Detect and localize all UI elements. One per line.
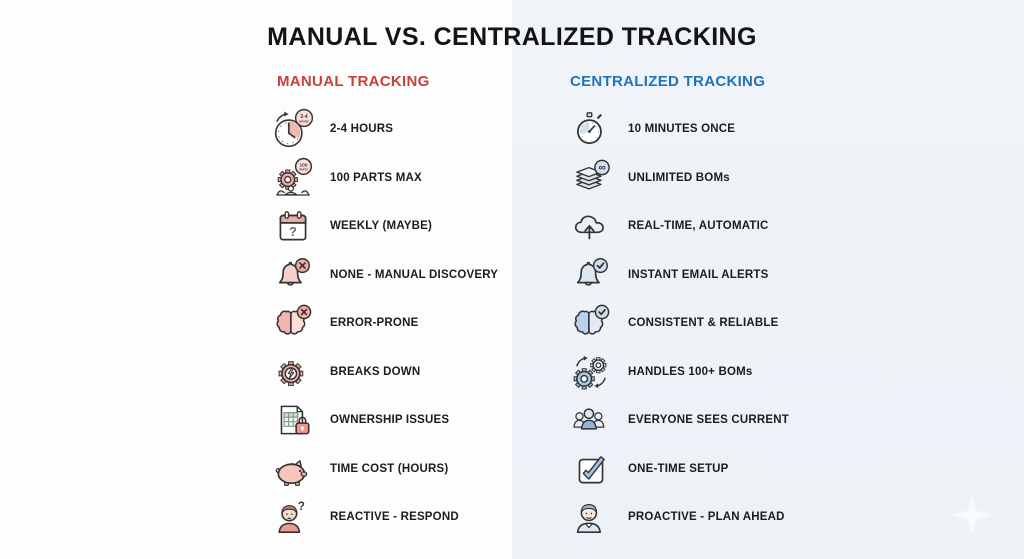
clock-duration-icon	[270, 107, 316, 151]
centralized-column-header: CENTRALIZED TRACKING	[570, 73, 766, 90]
svg-text:?: ?	[297, 501, 305, 514]
list-item	[270, 154, 522, 203]
sparkle-watermark-icon	[950, 493, 994, 542]
broken-gear-icon	[270, 350, 316, 394]
svg-text:PARTS: PARTS	[299, 168, 308, 172]
item-label: TIME COST (HOURS)	[330, 462, 449, 475]
list-item	[568, 396, 820, 445]
item-label: 100 PARTS MAX	[330, 171, 422, 184]
item-label: 2-4 HOURS	[330, 123, 394, 136]
list-item	[568, 493, 820, 542]
centralized-column	[568, 73, 820, 542]
stopwatch-icon	[568, 107, 614, 151]
list-item	[568, 348, 820, 397]
list-item	[270, 299, 522, 348]
page-title: MANUAL VS. CENTRALIZED TRACKING	[267, 23, 757, 51]
checkbox-check-icon	[568, 447, 614, 491]
gears-cycle-icon	[568, 350, 614, 394]
manual-rows	[270, 105, 522, 542]
item-label: REACTIVE - RESPOND	[330, 511, 459, 524]
item-label: ONE-TIME SETUP	[628, 462, 729, 475]
calendar-question-icon	[270, 204, 316, 248]
person-confident-icon	[568, 495, 614, 539]
list-item	[568, 105, 820, 154]
person-question-icon	[270, 495, 316, 539]
list-item	[568, 299, 820, 348]
list-item	[270, 348, 522, 397]
svg-text:∞: ∞	[598, 162, 606, 174]
list-item	[568, 154, 820, 203]
list-item	[568, 445, 820, 494]
layers-infinity-icon	[568, 156, 614, 200]
list-item	[568, 251, 820, 300]
people-group-icon	[568, 398, 614, 442]
svg-text:HOURS: HOURS	[298, 119, 310, 124]
item-label: 10 MINUTES ONCE	[628, 123, 736, 136]
list-item	[568, 202, 820, 251]
item-label: WEEKLY (MAYBE)	[330, 220, 433, 233]
item-label: PROACTIVE - PLAN AHEAD	[628, 511, 785, 524]
list-item	[270, 396, 522, 445]
list-item	[270, 445, 522, 494]
item-label: HANDLES 100+ BOMs	[628, 365, 753, 378]
item-label: ERROR-PRONE	[330, 317, 419, 330]
item-label: BREAKS DOWN	[330, 365, 421, 378]
brain-x-icon	[270, 301, 316, 345]
item-label: NONE - MANUAL DISCOVERY	[330, 268, 499, 281]
centralized-rows	[568, 105, 820, 542]
list-item	[270, 105, 522, 154]
item-label: INSTANT EMAIL ALERTS	[628, 268, 769, 281]
manual-column-header: MANUAL TRACKING	[277, 73, 430, 90]
manual-column	[270, 73, 522, 542]
item-label: REAL-TIME, AUTOMATIC	[628, 220, 769, 233]
brain-check-icon	[568, 301, 614, 345]
item-label: OWNERSHIP ISSUES	[330, 414, 450, 427]
item-label: EVERYONE SEES CURRENT	[628, 414, 789, 427]
bell-x-icon	[270, 253, 316, 297]
svg-text:100: 100	[299, 163, 308, 169]
bell-check-icon	[568, 253, 614, 297]
svg-text:2-4: 2-4	[300, 114, 308, 121]
item-label: CONSISTENT & RELIABLE	[628, 317, 779, 330]
cloud-upload-icon	[568, 204, 614, 248]
item-label: UNLIMITED BOMs	[628, 171, 730, 184]
piggy-bank-icon	[270, 447, 316, 491]
list-item	[270, 202, 522, 251]
spreadsheet-lock-icon	[270, 398, 316, 442]
list-item	[270, 493, 522, 542]
gear-person-limit-icon	[270, 156, 316, 200]
svg-text:?: ?	[289, 225, 297, 240]
list-item	[270, 251, 522, 300]
